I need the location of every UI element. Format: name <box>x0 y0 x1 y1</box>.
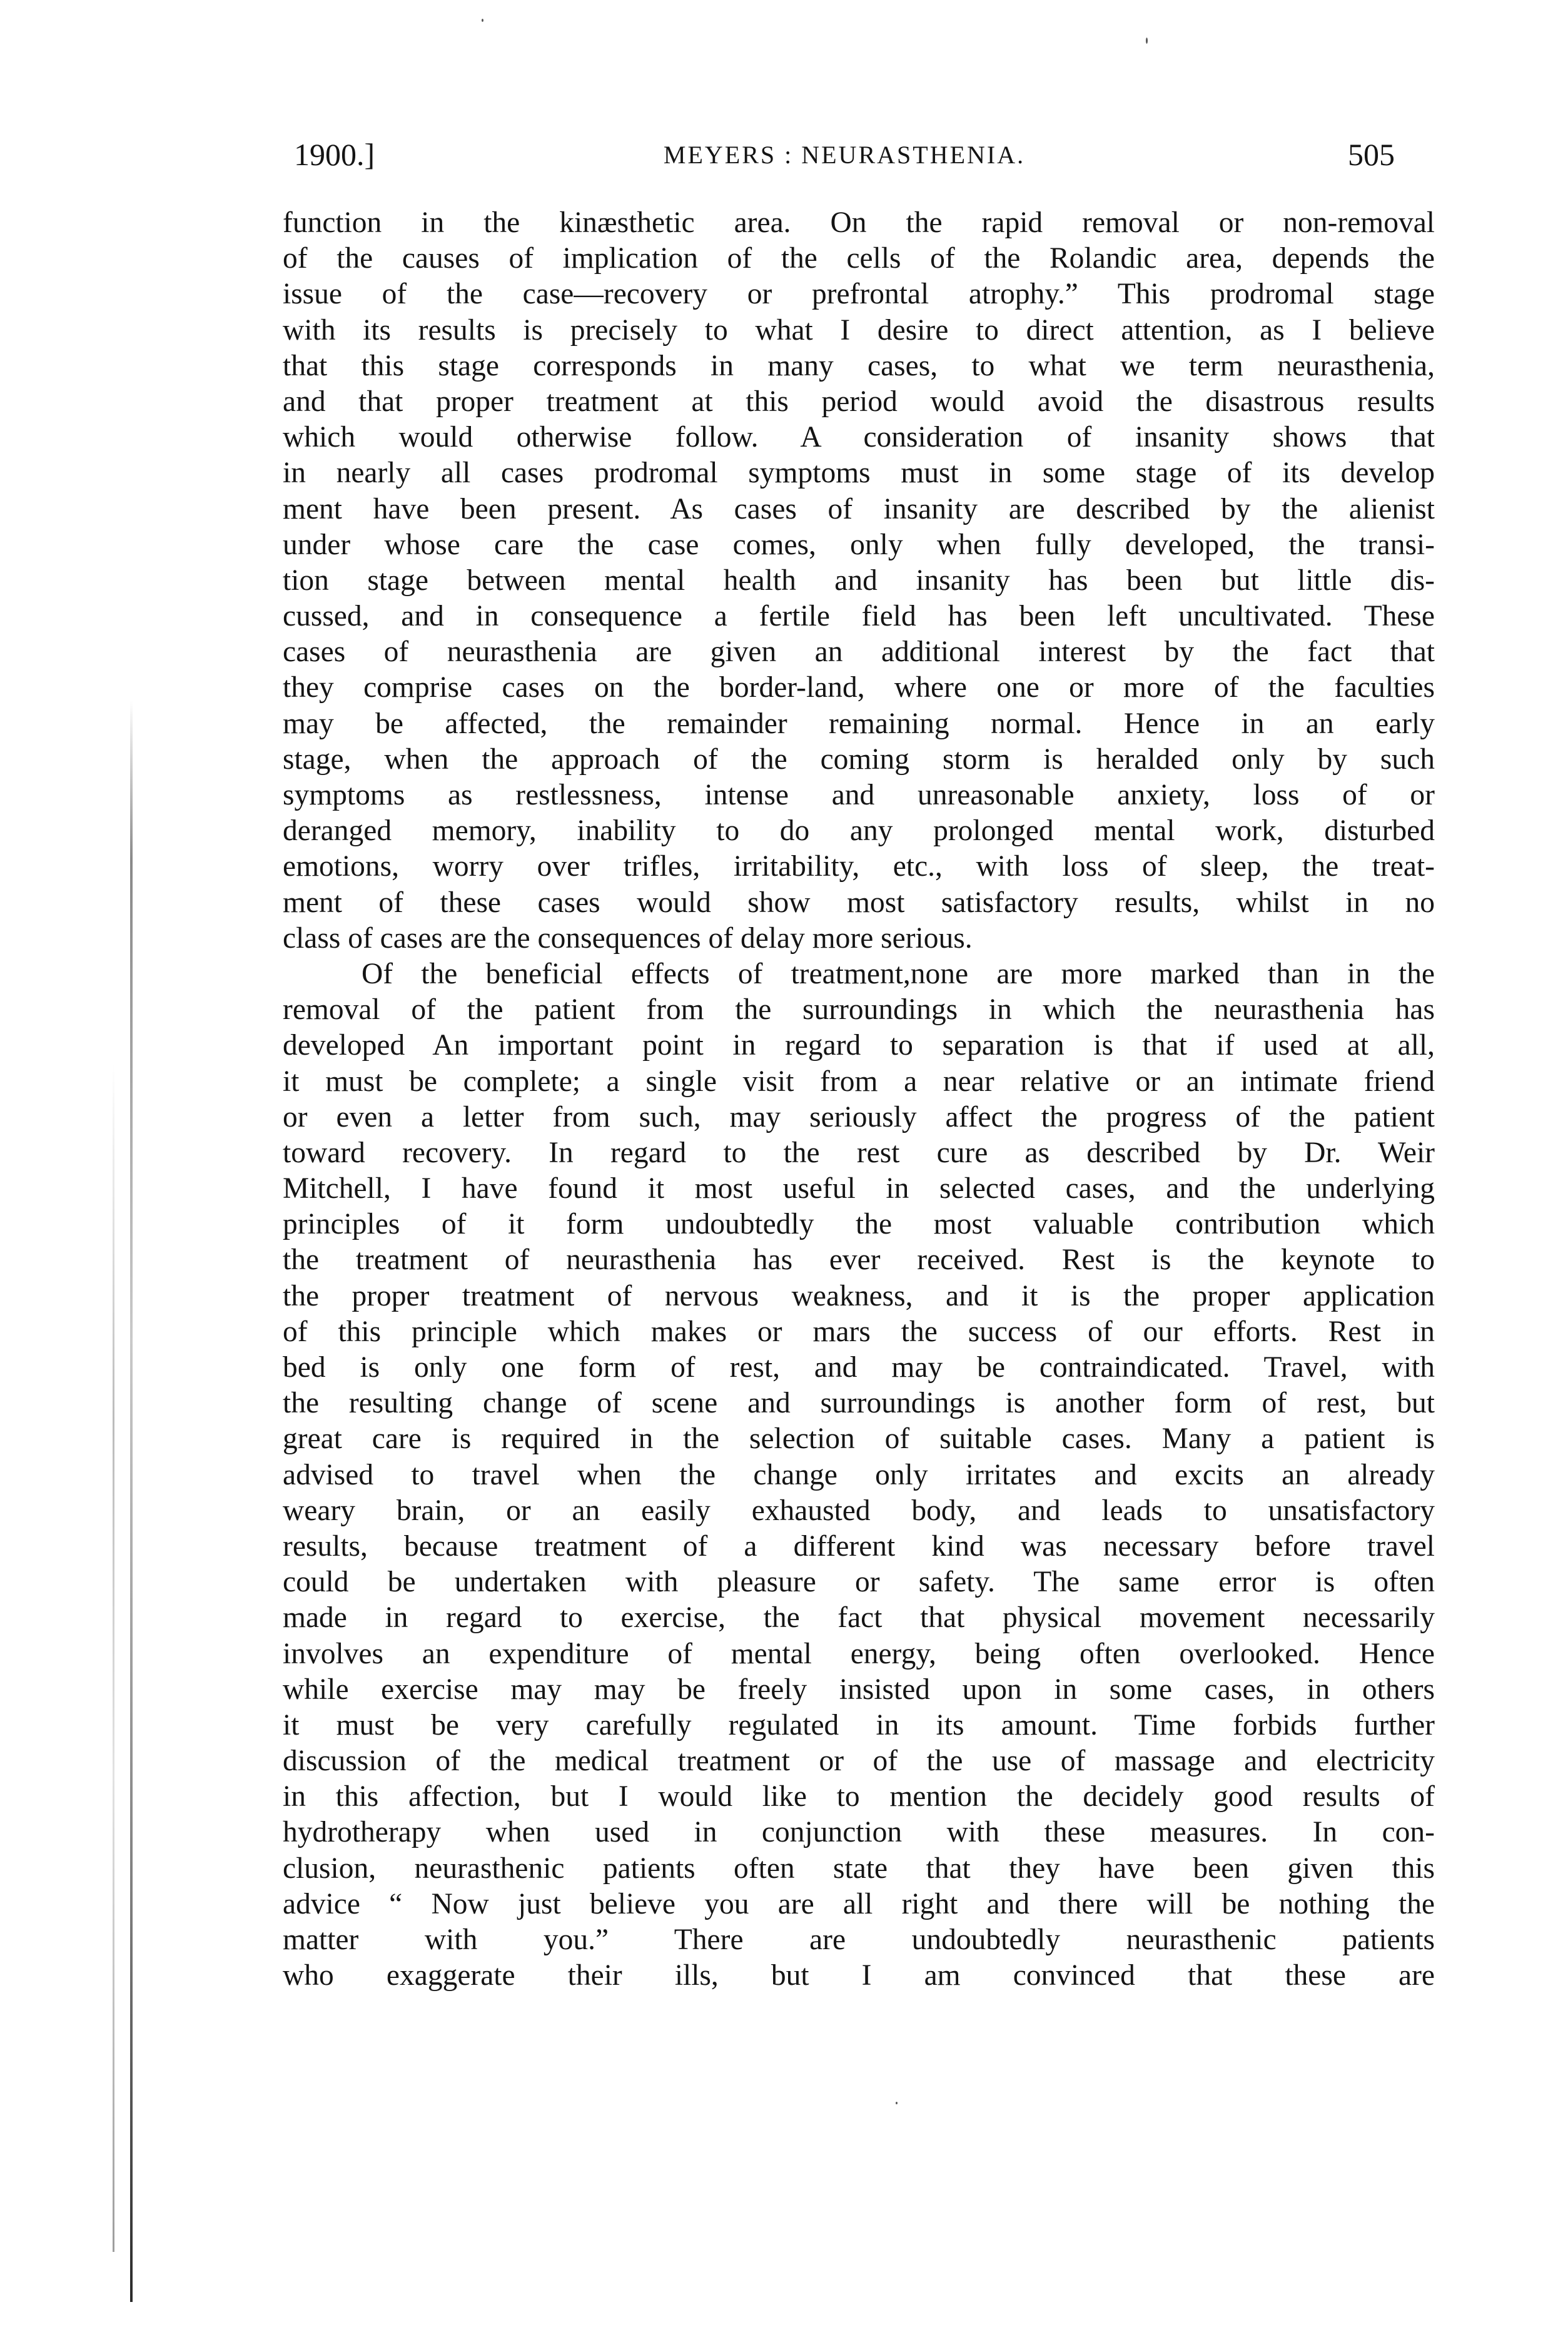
body-text <box>283 205 1435 1994</box>
text-line: cases of neurasthenia are given an additional interest by the fact that <box>283 636 1435 669</box>
text-line: it must be complete; a single visit from a near relative or an intimate friend <box>283 1065 1435 1098</box>
text-line: hydrotherapy when used in conjunction with these measures. In con- <box>283 1816 1435 1849</box>
text-line: or even a letter from such, may seriously affect the progress of the patient <box>283 1100 1435 1133</box>
text-line: symptoms as restlessness, intense and unreasonable anxiety, loss of or <box>283 779 1435 811</box>
text-line: removal of the patient from the surroundings in which the neurasthenia has <box>283 993 1435 1027</box>
text-line: tion stage between mental health and insanity has been but little dis- <box>283 564 1435 597</box>
scan-speck <box>482 19 483 22</box>
text-line: it must be very carefully regulated in its amount. Time forbids further <box>283 1708 1435 1741</box>
page-edge-shadow <box>113 1063 114 2252</box>
text-line: and that proper treatment at this period would avoid the disastrous results <box>283 385 1435 418</box>
scan-speck <box>896 2102 898 2104</box>
text-line: toward recovery. In regard to the rest cure as described by Dr. Weir <box>283 1136 1435 1169</box>
text-line: may be affected, the remainder remaining normal. Hence in an early <box>283 707 1435 740</box>
text-line: ment of these cases would show most satisfactory results, whilst in no <box>283 886 1435 919</box>
text-line: while exercise may may be freely insisted upon in some cases, in others <box>283 1673 1435 1706</box>
text-line: bed is only one form of rest, and may be contraindicated. Travel, with <box>283 1351 1435 1384</box>
text-line: the resulting change of scene and surroundings is another form of rest, but <box>283 1387 1435 1420</box>
text-line: matter with you.” There are undoubtedly neurasthenic patients <box>283 1924 1435 1956</box>
text-line: ment have been present. As cases of insanity are described by the alienist <box>283 492 1435 525</box>
text-line: discussion of the medical treatment or of the use of massage and electricity <box>283 1745 1435 1778</box>
text-line: cussed, and in consequence a fertile field has been left uncultivated. These <box>283 600 1435 633</box>
text-line: issue of the case—recovery or prefrontal atrophy.” This prodromal stage <box>283 278 1435 311</box>
paragraph-last-line: class of cases are the consequences of delay more serious. <box>283 921 973 955</box>
text-line: weary brain, or an easily exhausted body, and leads to unsatisfactory <box>283 1494 1435 1527</box>
text-line: in nearly all cases prodromal symptoms must in some stage of its develop <box>283 457 1435 490</box>
page-number: 505 <box>1348 137 1395 172</box>
text-line: involves an expenditure of mental energy, being often overlooked. Hence <box>283 1637 1435 1670</box>
text-line: function in the kinæsthetic area. On the rapid removal or non-removal <box>283 206 1435 239</box>
text-line: deranged memory, inability to do any prolonged mental work, disturbed <box>283 814 1435 848</box>
text-line: made in regard to exercise, the fact that physical movement necessarily <box>283 1601 1435 1635</box>
paragraph-first-line: Of the beneficial effects of treatment,none are more marked than in the <box>362 957 1435 990</box>
text-line: that this stage corresponds in many cases, to what we term neurasthenia, <box>283 349 1435 382</box>
text-line: emotions, worry over trifles, irritability, etc., with loss of sleep, the treat- <box>283 850 1435 883</box>
scan-speck <box>1146 38 1148 44</box>
text-line: Mitchell, I have found it most useful in selected cases, and the underlying <box>283 1172 1435 1205</box>
text-line: could be undertaken with pleasure or safety. The same error is often <box>283 1566 1435 1599</box>
text-line: in this affection, but I would like to mention the decidely good results of <box>283 1780 1435 1813</box>
text-line: great care is required in the selection of suitable cases. Many a patient is <box>283 1422 1435 1456</box>
text-line: developed An important point in regard to separation is that if used at all, <box>283 1029 1435 1062</box>
text-line: clusion, neurasthenic patients often state that they have been given this <box>283 1852 1435 1885</box>
running-head <box>294 136 1395 180</box>
text-line: principles of it form undoubtedly the most valuable contribution which <box>283 1208 1435 1241</box>
text-line: the proper treatment of nervous weakness, and it is the proper application <box>283 1279 1435 1312</box>
text-line: they comprise cases on the border-land, where one or more of the faculties <box>283 671 1435 704</box>
text-line: of the causes of implication of the cells of the Rolandic area, depends the <box>283 242 1435 275</box>
text-line: the treatment of neurasthenia has ever received. Rest is the keynote to <box>283 1244 1435 1277</box>
running-head-title: MEYERS : NEURASTHENIA. <box>663 141 1026 169</box>
page-edge-shadow <box>130 701 133 2302</box>
running-head-year: 1900.] <box>294 137 375 172</box>
text-line: advice “ Now just believe you are all right and there will be nothing the <box>283 1887 1435 1920</box>
text-line: advised to travel when the change only irritates and excits an already <box>283 1458 1435 1491</box>
text-line: stage, when the approach of the coming storm is heralded only by such <box>283 743 1435 776</box>
text-line: results, because treatment of a different kind was necessary before travel <box>283 1529 1435 1563</box>
text-line: of this principle which makes or mars the success of our efforts. Rest in <box>283 1315 1435 1348</box>
text-line: who exaggerate their ills, but I am convinced that these are <box>283 1959 1435 1992</box>
text-line: under whose care the case comes, only when fully developed, the transi- <box>283 528 1435 561</box>
text-line: which would otherwise follow. A consideration of insanity shows that <box>283 421 1435 454</box>
text-line: with its results is precisely to what I desire to direct attention, as I believe <box>283 313 1435 347</box>
